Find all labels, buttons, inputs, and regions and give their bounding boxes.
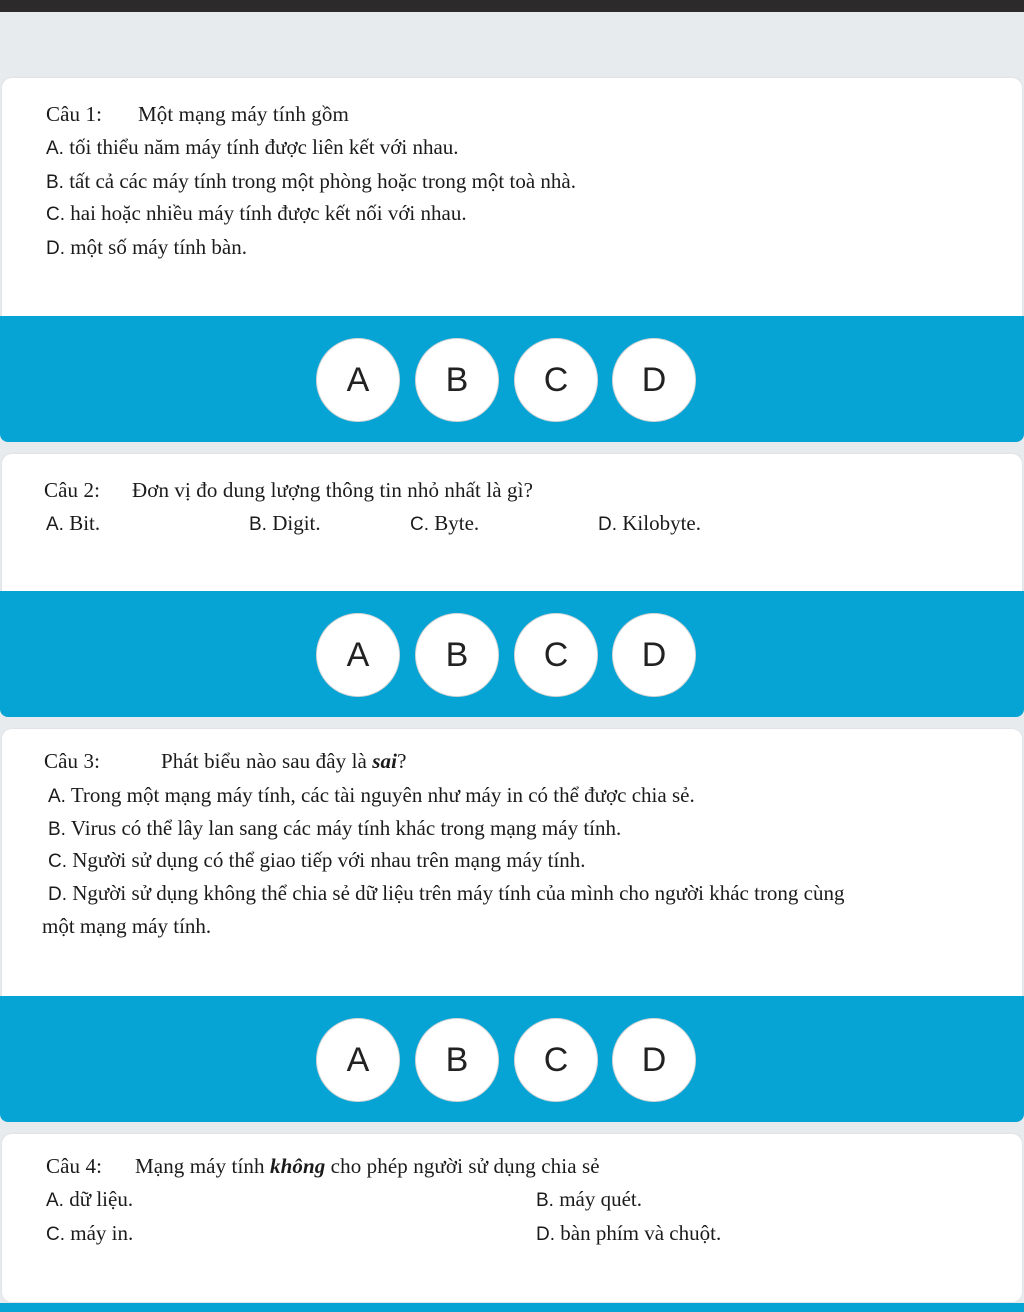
question-4-label: Câu 4: [46, 1154, 103, 1178]
question-card-4 [2, 1134, 1022, 1302]
question-3-option-b[interactable]: B. Virus có thể lây lan sang các máy tính khác trong mạng máy tính. [48, 816, 622, 840]
question-3-option-a[interactable]: A. Trong một mạng máy tính, các tài nguyên như máy in có thể được chia sẻ. [48, 783, 695, 807]
question-3-label: Câu 3: [44, 749, 101, 773]
answer-a-button[interactable]: A [316, 338, 400, 422]
question-3-option-d[interactable]: D. Người sử dụng không thể chia sẻ dữ liệu trên máy tính của mình cho người khác trong cùng [48, 881, 845, 905]
answer-bar-3 [0, 996, 1024, 1122]
question-card-1 [2, 78, 1022, 328]
question-1-option-c[interactable]: C. hai hoặc nhiều máy tính được kết nối với nhau. [46, 201, 467, 225]
answer-bar-2 [0, 591, 1024, 717]
answer-a-button[interactable]: A [316, 1018, 400, 1102]
answer-a-button[interactable]: A [316, 613, 400, 697]
question-2-option-a[interactable]: A. Bit. [46, 511, 101, 535]
answer-b-button[interactable]: B [415, 338, 499, 422]
question-4-option-d[interactable]: D. bàn phím và chuột. [536, 1221, 722, 1245]
question-3-option-d-continuation: một mạng máy tính. [42, 914, 212, 938]
question-4-option-b[interactable]: B. máy quét. [536, 1187, 643, 1211]
answer-b-button[interactable]: B [415, 613, 499, 697]
answer-b-button[interactable]: B [415, 1018, 499, 1102]
question-1-option-a[interactable]: A. tối thiểu năm máy tính được liên kết với nhau. [46, 135, 459, 159]
answer-bar-4-edge [0, 1303, 1024, 1312]
question-2-text: Đơn vị đo dung lượng thông tin nhỏ nhất là gì? [132, 478, 533, 502]
question-3-emphasis: sai [372, 749, 398, 773]
question-2-option-c[interactable]: C. Byte. [410, 511, 480, 535]
question-3-stem: Câu 3: Phát biểu nào sau đây là sai? [44, 749, 407, 773]
answer-c-button[interactable]: C [514, 1018, 598, 1102]
answer-bar-1 [0, 316, 1024, 442]
question-2-label: Câu 2: [44, 478, 101, 502]
answer-d-button[interactable]: D [612, 1018, 696, 1102]
question-2-option-b[interactable]: B. Digit. [249, 511, 321, 535]
question-card-2 [2, 454, 1022, 604]
question-card-3 [2, 729, 1022, 1009]
question-4-option-c[interactable]: C. máy in. [46, 1221, 134, 1245]
question-4-option-a[interactable]: A. dữ liệu. [46, 1187, 134, 1211]
question-1-label: Câu 1: [46, 102, 103, 126]
top-status-bar [0, 0, 1024, 12]
question-1-option-d[interactable]: D. một số máy tính bàn. [46, 235, 247, 259]
question-2-stem [44, 478, 533, 503]
question-1-stem [46, 102, 349, 127]
answer-c-button[interactable]: C [514, 613, 598, 697]
answer-d-button[interactable]: D [612, 338, 696, 422]
question-2-option-d[interactable]: D. Kilobyte. [598, 511, 701, 535]
answer-c-button[interactable]: C [514, 338, 598, 422]
question-3-option-c[interactable]: C. Người sử dụng có thể giao tiếp với nhau trên mạng máy tính. [48, 848, 586, 872]
answer-d-button[interactable]: D [612, 613, 696, 697]
question-1-text: Một mạng máy tính gồm [138, 102, 349, 126]
question-4-stem: Câu 4: Mạng máy tính không cho phép người sử dụng chia sẻ [46, 1154, 600, 1178]
question-4-emphasis: không [269, 1154, 326, 1178]
question-1-option-b[interactable]: B. tất cả các máy tính trong một phòng hoặc trong một toà nhà. [46, 169, 576, 193]
